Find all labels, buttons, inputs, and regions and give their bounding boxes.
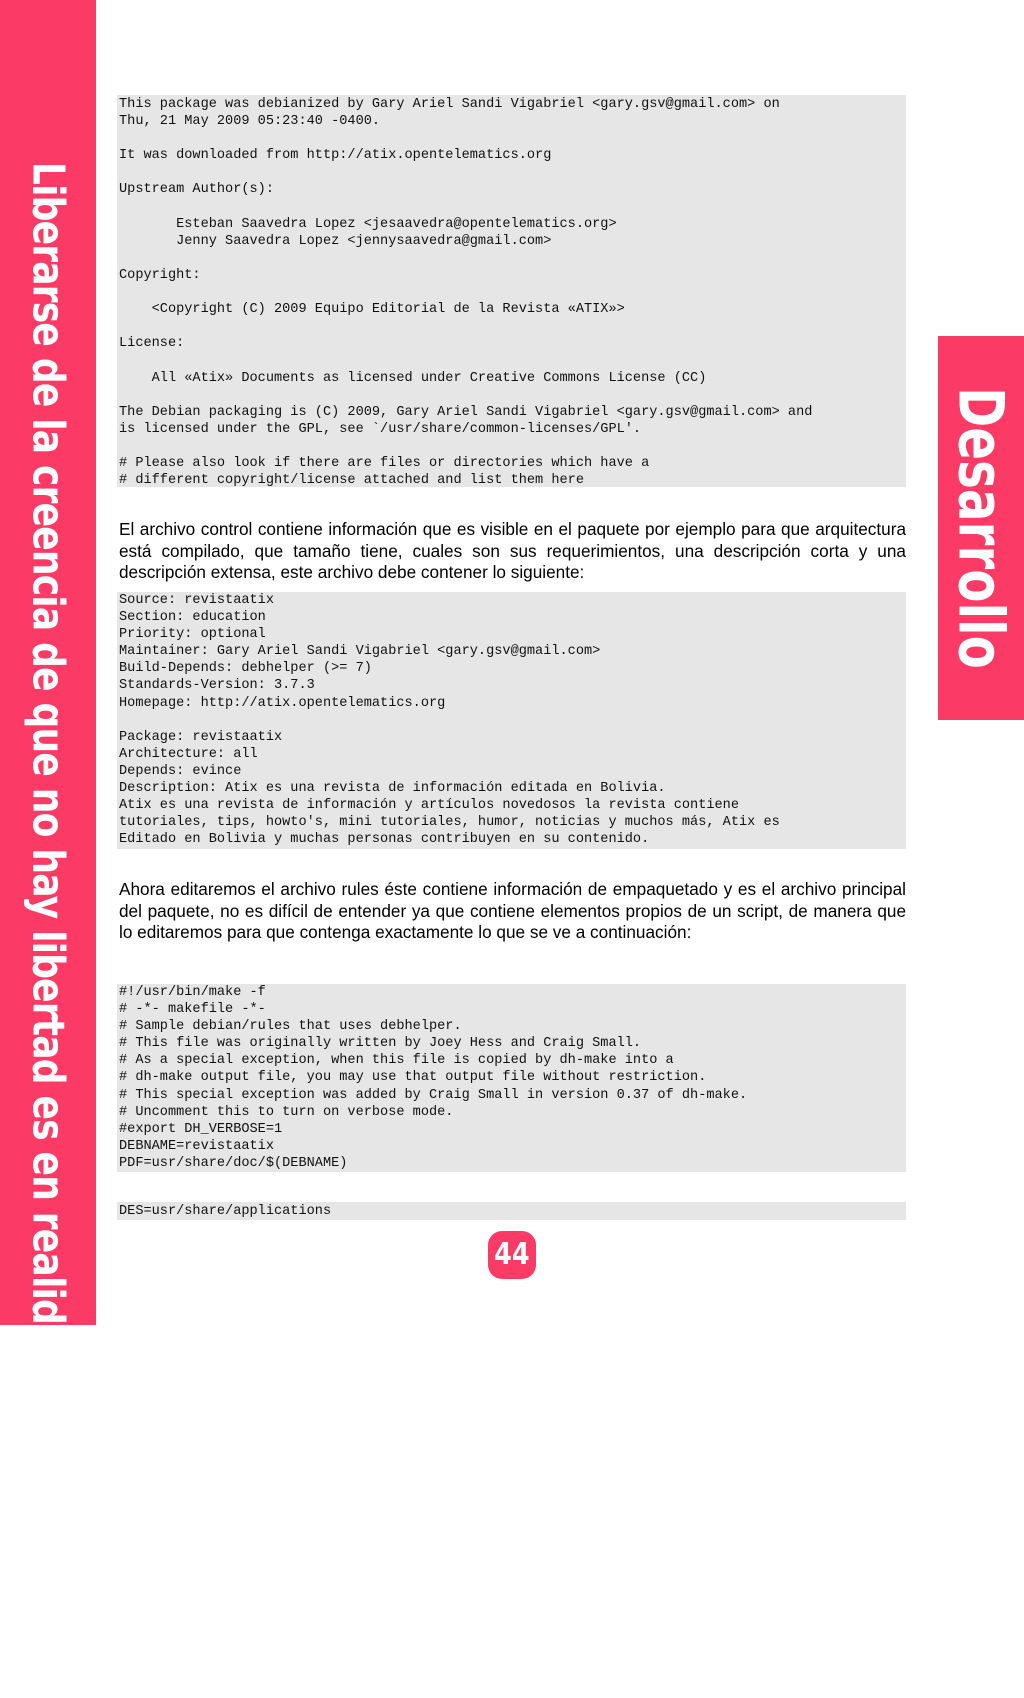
section-title: Desarrollo: [944, 387, 1018, 669]
control-code-block: Source: revistaatix Section: education Priority: optional Maintainer: Gary Ariel Sandi Vigabriel <gary.gsv@gmail.com> Build-Depends: debhelper (>= 7) Standards-Version: 3.7.3 Homepage: http://atix.opentelematics.org Package: revistaatix Architecture: all Depends: evince Description: Atix es una revista de información editada en Bolivia. Atix es una revista de información y artículos novedosos la revista contiene tutoriales, tips, howto's, mini tutoriales, humor, noticias y muchos más, Atix es Editado en Bolivia y muchas personas contribuyen en su contenido.: [117, 592, 906, 849]
left-sidebar-band: [0, 0, 96, 1547]
page-number-badge: 44: [488, 1231, 536, 1279]
sidebar-quote: Liberarse de la creencia de que no hay libertad es en realidad ser libre: [22, 161, 74, 1547]
rules-paragraph: Ahora editaremos el archivo rules éste contiene información de empaquetado y es el archivo principal del paquete, no es difícil de entender ya que contiene elementos propios de un script, de manera que lo editaremos para que contenga exactamente lo que se ve a continuación:: [119, 879, 906, 942]
rules-code-block: #!/usr/bin/make -f # -*- makefile -*- # Sample debian/rules that uses debhelper. # This file was originally written by Joey Hess and Craig Small. # As a special exception, when this file is copied by dh-make into a # dh-make output file, you may use that output file without restriction. # This special exception was added by Craig Small in version 0.37 of dh-make. # Uncomment this to turn on verbose mode. #export DH_VERBOSE=1 DEBNAME=revistaatix PDF=usr/share/doc/$(DEBNAME): [117, 984, 906, 1172]
section-tab: [938, 336, 1024, 720]
control-paragraph: El archivo control contiene información que es visible en el paquete por ejemplo para que arquitectura está compilado, que tamaño tiene, cuales son sus requerimientos, una descripción corta y una descripción extensa, este archivo debe contener lo siguiente:: [119, 519, 906, 582]
des-code-block: DES=usr/share/applications: [117, 1202, 906, 1220]
copyright-code-block: This package was debianized by Gary Ariel Sandi Vigabriel <gary.gsv@gmail.com> on Thu, 21 May 2009 05:23:40 -0400. It was downloaded from http://atix.opentelematics.org Upstream Author(s): Esteban Saavedra Lopez <jesaavedra@opentelematics.org> Jenny Saavedra Lopez <jennysaavedra@gmail.com> Copyright: <Copyright (C) 2009 Equipo Editorial de la Revista «ATIX»> License: All «Atix» Documents as licensed under Creative Commons License (CC) The Debian packaging is (C) 2009, Gary Ariel Sandi Vigabriel <gary.gsv@gmail.com> and is licensed under the GPL, see `/usr/share/common-licenses/GPL'. # Please also look if there are files or directories which have a # different copyright/license attached and list them here: [117, 95, 906, 487]
